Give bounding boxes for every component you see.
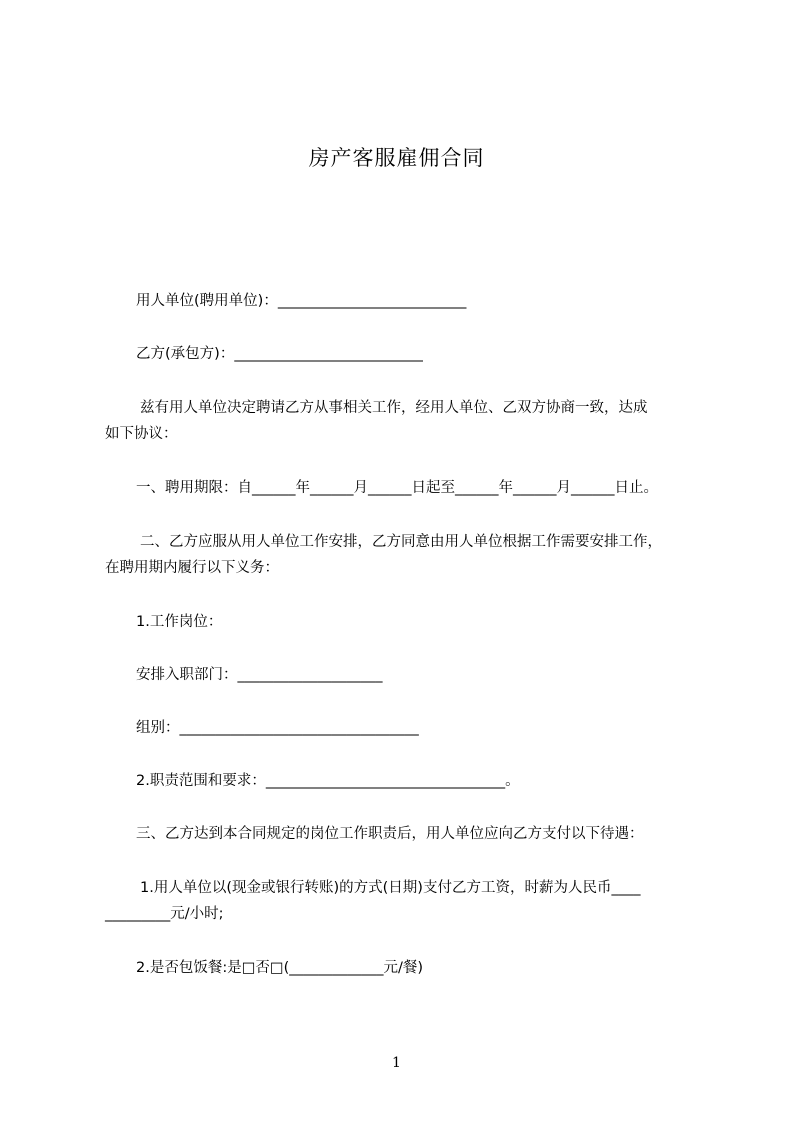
clause-3-line: 三、乙方达到本合同规定的岗位工作职责后，用人单位应向乙方支付以下待遇： [136, 826, 644, 842]
page-number: 1 [392, 1055, 401, 1071]
employer-field-line: 用人单位(聘用单位)：__________________________ [136, 293, 467, 309]
clause-1-term: 一、聘用期限：自______年______月______日起至______年______月______日止。 [136, 480, 658, 496]
department-field-line: 安排入职部门：____________________ [136, 667, 383, 683]
meal-option-line: 2.是否包饭餐:是□否□(_____________元/餐) [136, 960, 424, 976]
salary-line-1: 1.用人单位以(现金或银行转账)的方式(日期)支付乙方工资，时薪为人民币____ [140, 880, 641, 896]
party-b-field-line: 乙方(承包方)：__________________________ [136, 346, 423, 362]
clause-2-line-2: 在聘用期内履行以下义务： [105, 560, 279, 576]
document-title: 房产客服雇佣合同 [308, 146, 485, 170]
preamble-line-2: 如下协议： [105, 426, 178, 442]
group-field-line: 组别：_________________________________ [136, 720, 419, 736]
clause-2-line-1: 二、乙方应服从用人单位工作安排，乙方同意由用人单位根据工作需要安排工作， [140, 534, 662, 550]
salary-line-2: _________元/小时; [105, 906, 224, 922]
item-job-position: 1.工作岗位： [136, 614, 223, 630]
preamble-line-1: 兹有用人单位决定聘请乙方从事相关工作，经用人单位、乙双方协商一致，达成 [140, 400, 648, 416]
duties-field-line: 2.职责范围和要求：_________________________________。 [136, 773, 520, 789]
